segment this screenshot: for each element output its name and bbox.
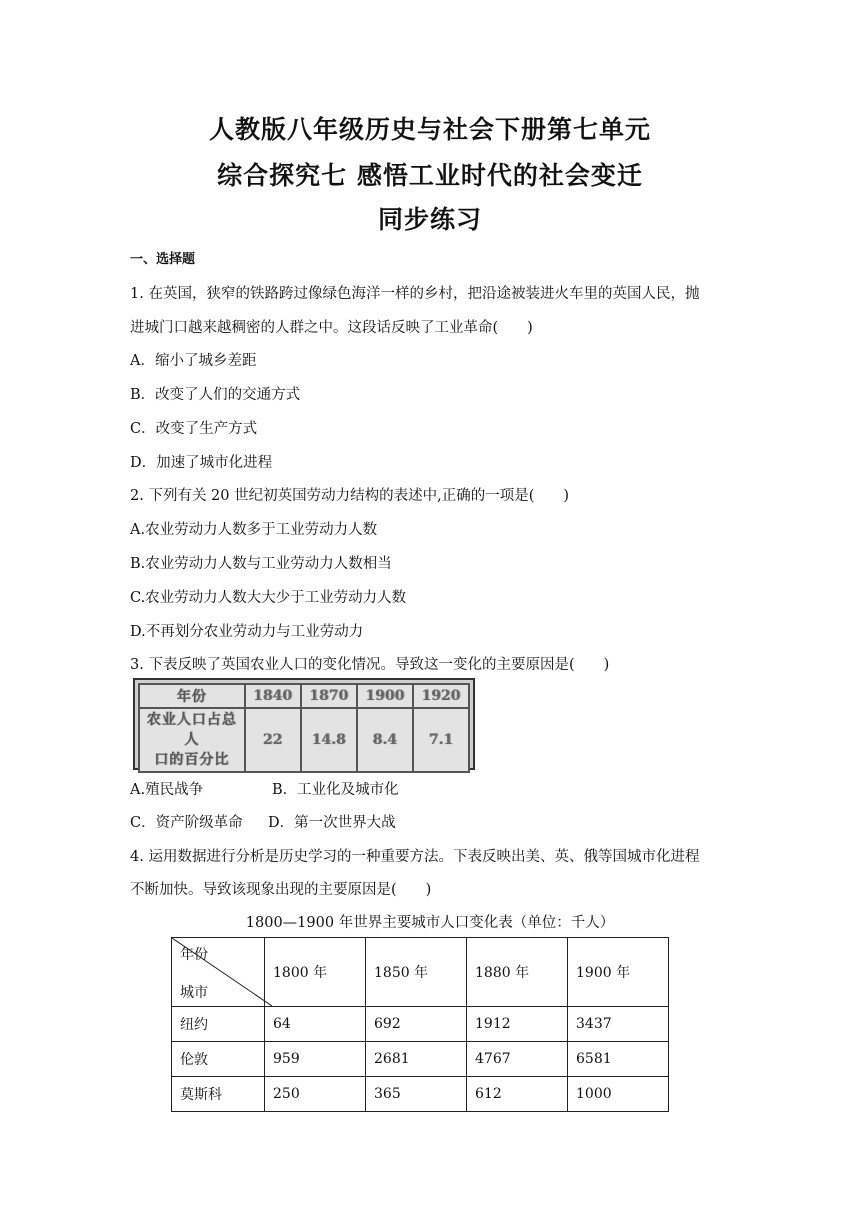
table-cell: 365 xyxy=(366,1077,467,1112)
q2-option-a: A.农业劳动力人数多于工业劳动力人数 xyxy=(130,522,378,538)
q3-option-a: A.殖民战争 xyxy=(130,782,204,798)
table-cell: 64 xyxy=(265,1007,366,1042)
q3-row-label-line-1: 农业人口占总人 xyxy=(146,712,237,748)
q3-year-cell: 1920 xyxy=(413,684,469,708)
q3-option-c: C．资产阶级革命 xyxy=(130,815,243,831)
row-city: 莫斯科 xyxy=(172,1077,265,1112)
diagonal-corner-cell xyxy=(172,938,265,1007)
q1-option-b: B．改变了人们的交通方式 xyxy=(130,387,301,403)
title-line-2: 综合探究七 感悟工业时代的社会变迁 xyxy=(217,161,643,190)
column-header: 1900 年 xyxy=(568,938,669,1007)
q1-option-d: D．加速了城市化进程 xyxy=(130,455,273,471)
q2-option-d: D.不再划分农业劳动力与工业劳动力 xyxy=(130,624,364,640)
table-cell: 959 xyxy=(265,1042,366,1077)
column-header: 1850 年 xyxy=(366,938,467,1007)
q2-option-b: B.农业劳动力人数与工业劳动力人数相当 xyxy=(130,556,392,572)
q3-value-cell: 22 xyxy=(245,708,301,772)
column-header: 1800 年 xyxy=(265,938,366,1007)
table-cell: 1912 xyxy=(467,1007,568,1042)
table-cell: 4767 xyxy=(467,1042,568,1077)
q3-value-cell: 8.4 xyxy=(357,708,413,772)
q4-stem-line-1: 4. 运用数据进行分析是历史学习的一种重要方法。下表反映出美、英、俄等国城市化进程 xyxy=(130,849,700,865)
q3-year-cell: 1870 xyxy=(301,684,357,708)
q4-city-population-table xyxy=(171,937,669,1112)
title-line-3: 同步练习 xyxy=(377,205,482,234)
table-row xyxy=(172,1042,669,1077)
table-cell: 2681 xyxy=(366,1042,467,1077)
q3-year-cell: 1840 xyxy=(245,684,301,708)
q1-stem-line-1: 1. 在英国，狭窄的铁路跨过像绿色海洋一样的乡村，把沿途被装进火车里的英国人民，抛 xyxy=(130,286,700,302)
table-cell: 1000 xyxy=(568,1077,669,1112)
q4-stem-line-2: 不断加快。导致该现象出现的主要原因是( ) xyxy=(130,882,432,898)
column-header: 1880 年 xyxy=(467,938,568,1007)
q3-population-table-image xyxy=(133,678,475,770)
q3-value-cell: 14.8 xyxy=(301,708,357,772)
table-cell: 3437 xyxy=(568,1007,669,1042)
table-row xyxy=(172,1077,669,1112)
row-city: 伦敦 xyxy=(172,1042,265,1077)
q2-stem: 2. 下列有关 20 世纪初英国劳动力结构的表述中,正确的一项是( ) xyxy=(130,488,570,504)
q1-option-a: A．缩小了城乡差距 xyxy=(130,353,257,369)
q3-year-label: 年份 xyxy=(139,684,245,708)
q3-row-label-line-2: 口的百分比 xyxy=(154,752,230,768)
table-header-row xyxy=(172,938,669,1007)
q3-stem: 3. 下表反映了英国农业人口的变化情况。导致这一变化的主要原因是( ) xyxy=(130,657,610,673)
corner-city-label: 城市 xyxy=(180,985,208,1001)
q3-row-label xyxy=(139,708,245,772)
table-cell: 692 xyxy=(366,1007,467,1042)
q3-option-d: D．第一次世界大战 xyxy=(268,815,396,831)
table-cell: 612 xyxy=(467,1077,568,1112)
row-city: 纽约 xyxy=(172,1007,265,1042)
q1-option-c: C．改变了生产方式 xyxy=(130,421,258,437)
section-heading: 一、选择题 xyxy=(130,252,196,267)
table-cell: 6581 xyxy=(568,1042,669,1077)
corner-year-label: 年份 xyxy=(180,947,208,963)
title-line-1: 人教版八年级历史与社会下册第七单元 xyxy=(208,115,651,144)
q4-table-caption: 1800—1900 年世界主要城市人口变化表（单位：千人） xyxy=(245,915,615,931)
q3-value-cell: 7.1 xyxy=(413,708,469,772)
q3-year-cell: 1900 xyxy=(357,684,413,708)
table-row xyxy=(172,1007,669,1042)
q2-option-c: C.农业劳动力人数大大少于工业劳动力人数 xyxy=(130,590,407,606)
q3-option-b: B．工业化及城市化 xyxy=(272,782,399,798)
q1-stem-line-2: 进城门口越来越稠密的人群之中。这段话反映了工业革命( ) xyxy=(130,320,533,336)
table-cell: 250 xyxy=(265,1077,366,1112)
